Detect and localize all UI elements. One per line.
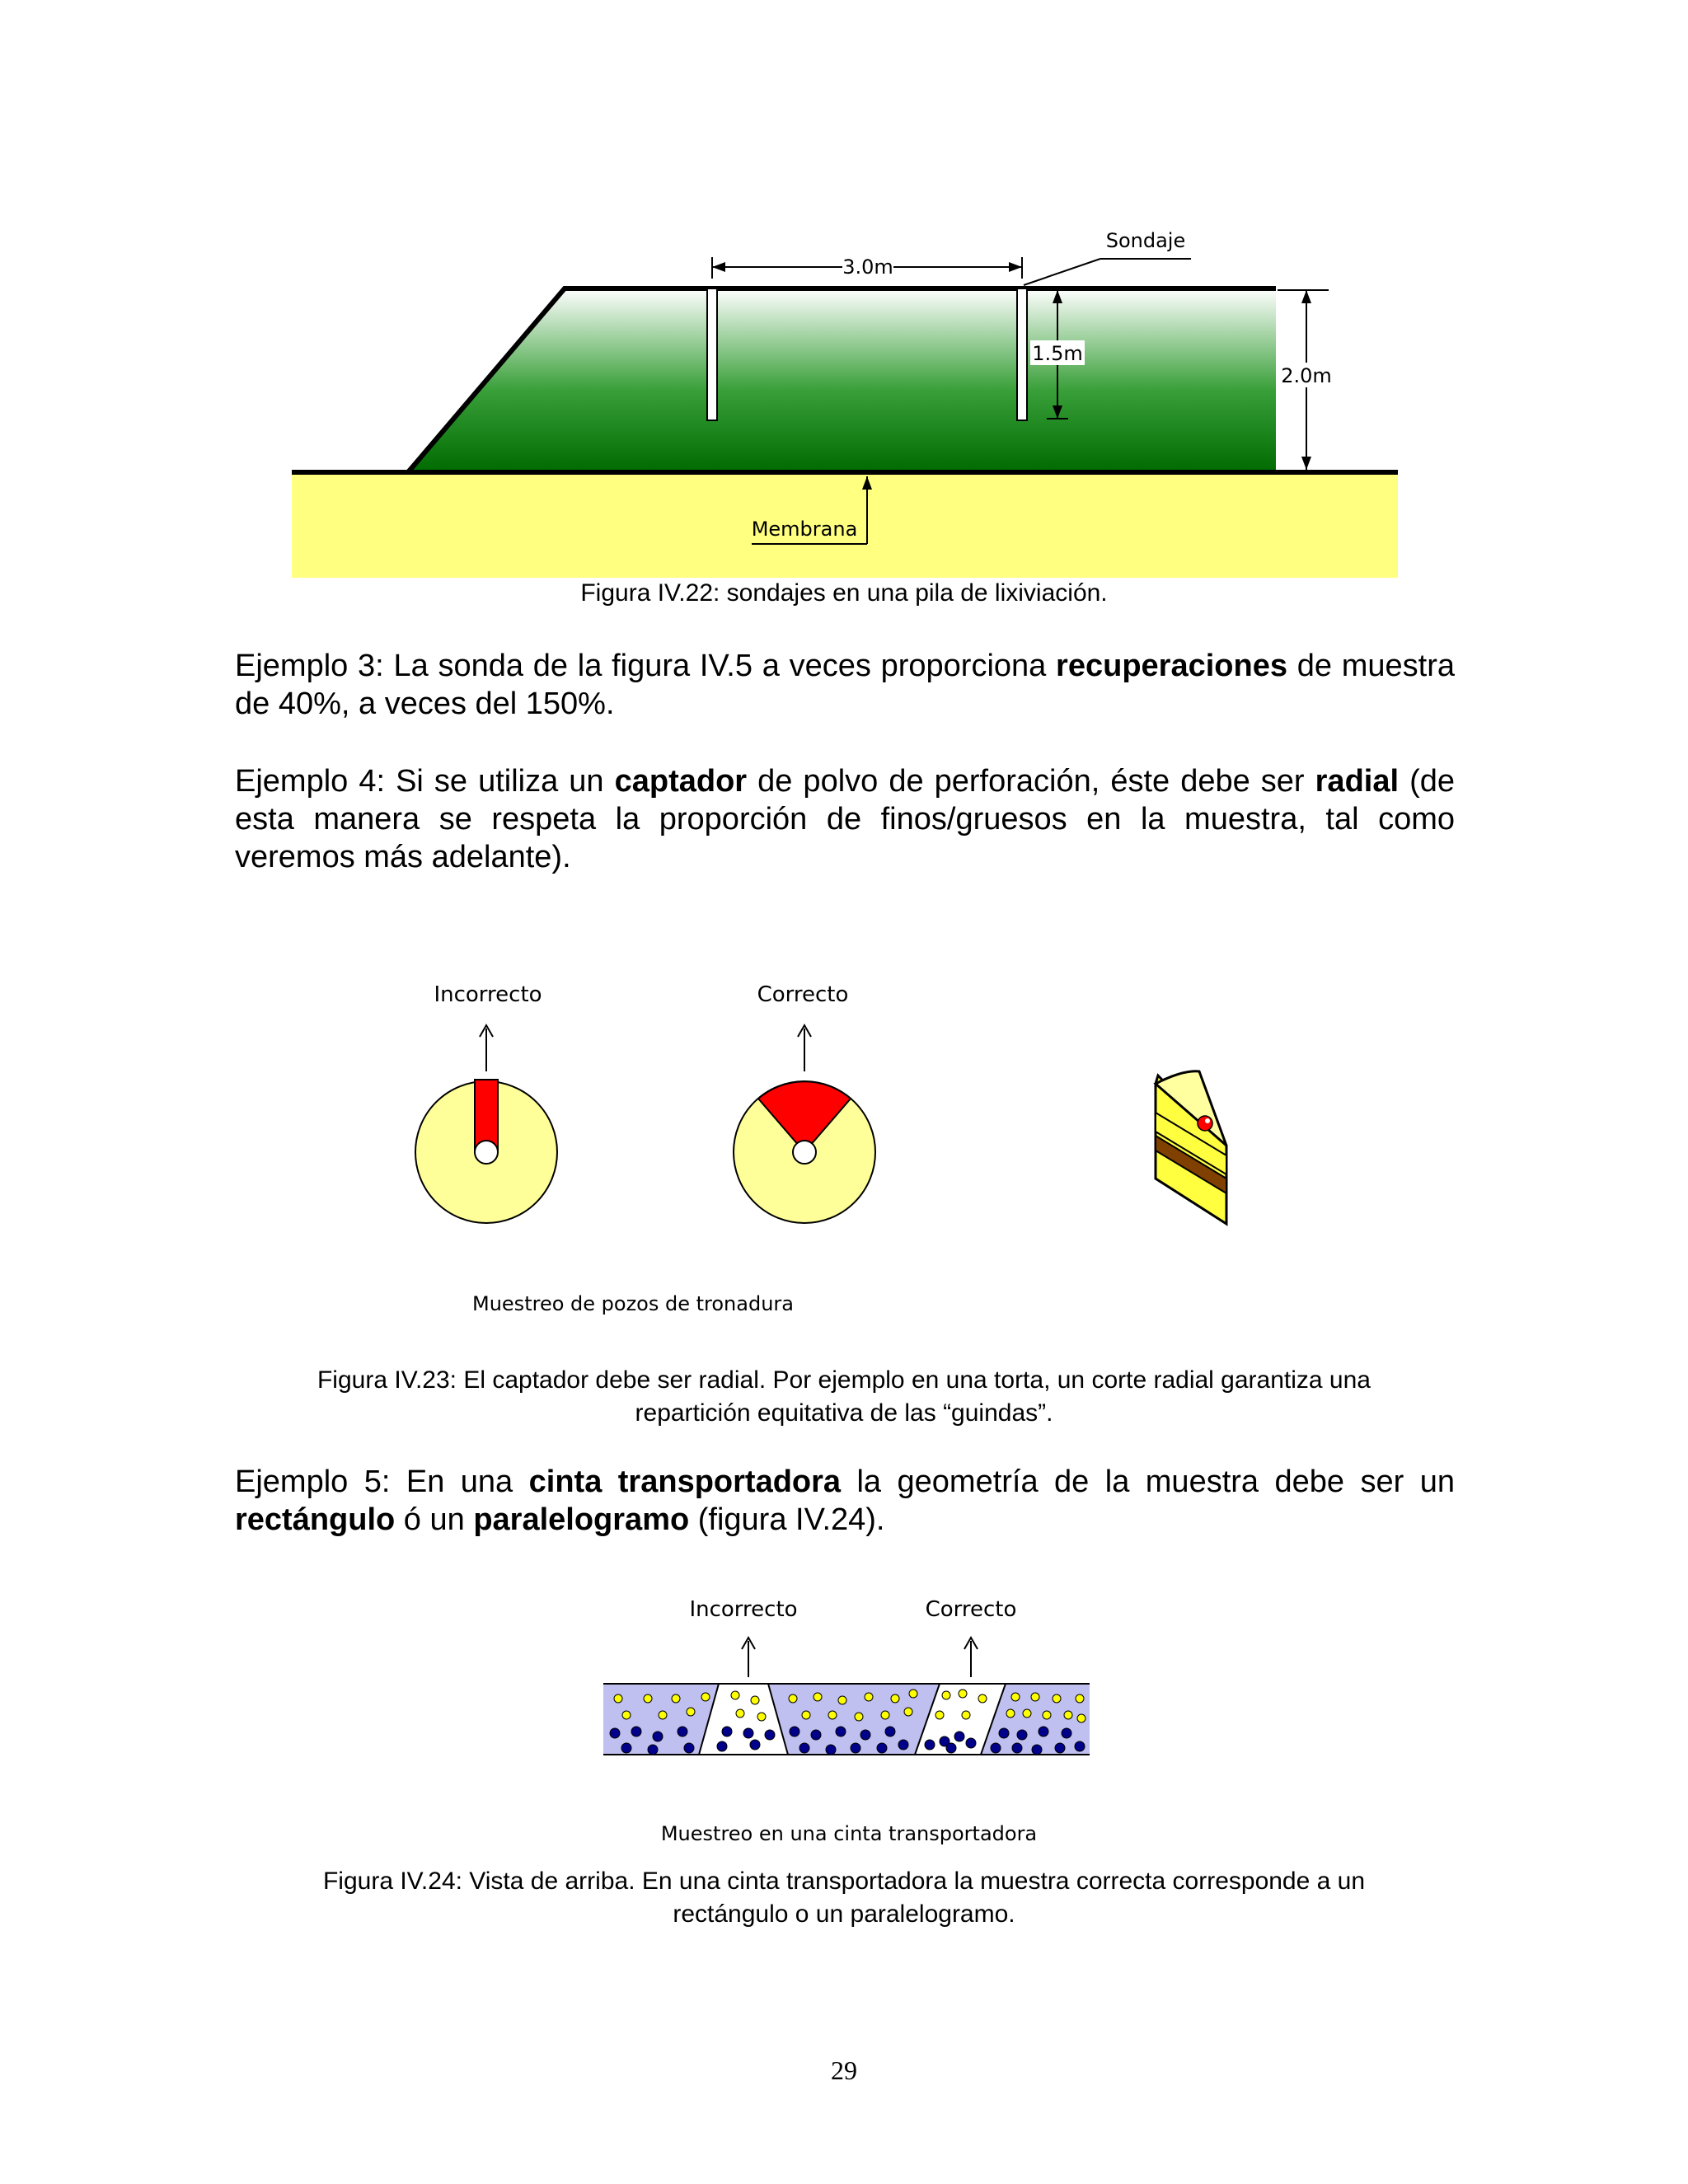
figure-iv24-caption-line-1: Figura IV.24: Vista de arriba. En una cinta transportadora la muestra correcta corresponde a un [322, 1868, 1366, 1895]
figure-iv24-subtitle: Muestreo en una cinta transportadora [660, 1822, 1038, 1845]
label-depth-1-5m: 1.5m [1032, 342, 1083, 365]
cake-slice-icon [1156, 1071, 1226, 1224]
example4-bold-radial: radial [1315, 764, 1400, 799]
example5-text-2: la geometría de la muestra debe ser un [841, 1465, 1455, 1499]
example4-bold-captador: captador [614, 764, 748, 799]
example4-text-2: de polvo de perforación, éste debe ser [747, 764, 1315, 799]
label-membrana: Membrana [751, 518, 858, 541]
hole-correct [793, 1141, 816, 1164]
borehole-right [1017, 288, 1027, 420]
example3-text-2: de muestra de 40%, a veces del 150%. [235, 649, 1455, 721]
label-incorrecto-24: Incorrecto [689, 1597, 798, 1622]
example5-bold-cinta: cinta transportadora [528, 1465, 842, 1499]
figure-iv24-diagram [593, 1586, 1104, 1850]
label-distance-3m: 3.0m [842, 255, 893, 279]
label-incorrecto-23: Incorrecto [434, 982, 542, 1007]
borehole-left [707, 288, 717, 420]
example5-text-3: ó un [395, 1502, 474, 1537]
figure-iv24-caption [231, 1865, 1457, 1931]
paragraph-example-3 [235, 647, 1455, 723]
figure-iv23-diagram [396, 972, 1302, 1319]
example5-text-1: Ejemplo 5: En una [235, 1465, 529, 1499]
paragraph-example-5 [235, 1463, 1455, 1539]
figure-iv23-caption [231, 1364, 1457, 1430]
figure-iv23-subtitle: Muestreo de pozos de tronadura [472, 1292, 794, 1315]
example5-text-4: (figura IV.24). [689, 1502, 885, 1537]
label-sondaje: Sondaje [1105, 229, 1186, 252]
figure-iv22-diagram [288, 223, 1401, 581]
paragraph-example-4 [235, 762, 1455, 876]
example4-text-1: Ejemplo 4: Si se utiliza un [235, 764, 615, 799]
example5-bold-paralelogramo: paralelogramo [473, 1502, 690, 1537]
label-correcto-24: Correcto [925, 1597, 1017, 1622]
example5-bold-rectangulo: rectángulo [235, 1502, 396, 1537]
label-height-2m: 2.0m [1281, 364, 1332, 387]
hole-incorrect [475, 1141, 498, 1164]
page-number: 29 [831, 2055, 857, 2085]
example4-text-3: (de esta manera se respeta la proporción de finos/gruesos en la muestra, tal como veremos más adelante). [235, 764, 1455, 874]
figure-iv23-caption-line-1: Figura IV.23: El captador debe ser radial. Por ejemplo en una torta, un corte radial garantiza una [316, 1366, 1371, 1394]
example3-bold-recuperaciones: recuperaciones [1056, 649, 1287, 683]
figure-iv24-caption-line-2: rectángulo o un paralelogramo. [673, 1900, 1015, 1928]
example3-text-1: Ejemplo 3: La sonda de la figura IV.5 a veces proporciona [235, 649, 1057, 683]
figure-iv22-caption: Figura IV.22: sondajes en una pila de lixiviación. [580, 579, 1108, 607]
label-correcto-23: Correcto [757, 982, 849, 1007]
figure-iv23-caption-line-2: repartición equitativa de las “guindas”. [635, 1399, 1053, 1427]
